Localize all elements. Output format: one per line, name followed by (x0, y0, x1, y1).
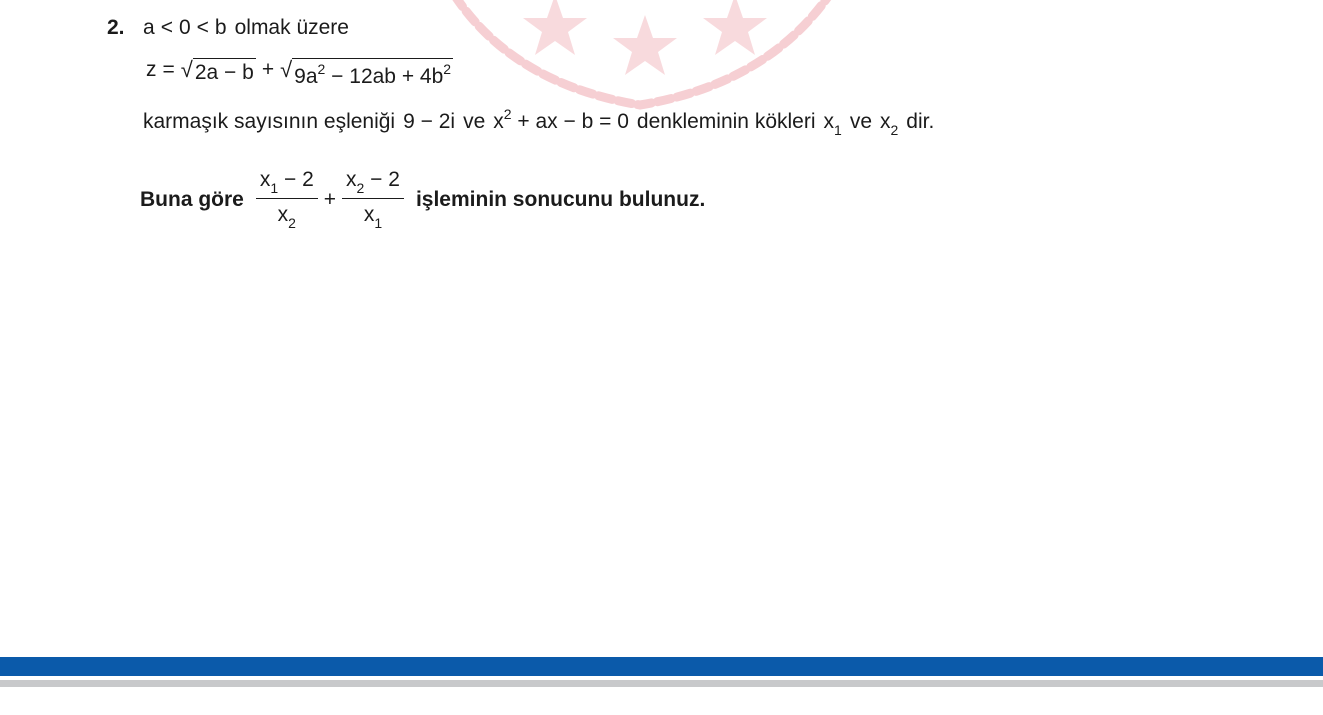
conjugate-value: 9 − 2i (403, 110, 456, 133)
less-than-sign: < (160, 16, 173, 39)
sqrt-second-argument: $9a^2 - 12ab + 4b^2$ (292, 58, 453, 89)
fraction-first-denominator: $x_2$ (277, 203, 296, 231)
var-a: a (143, 16, 155, 39)
sqrt-first (181, 58, 256, 85)
root-x2: $x_2$ (880, 110, 899, 138)
plus-sign: + (261, 58, 275, 81)
condition-suffix: olmak üzere (234, 16, 349, 39)
less-than-sign: < (196, 16, 209, 39)
z-definition-line (146, 58, 453, 89)
statement-middle: denkleminin kökleri (636, 110, 816, 133)
zero: 0 (178, 16, 191, 39)
sqrt-second (280, 58, 453, 89)
plus-sign: + (323, 187, 337, 211)
statement-prefix: karmaşık sayısının eşleniği (143, 110, 396, 133)
root-x1: $x_1$ (823, 110, 842, 138)
footer-secondary-bar (0, 680, 1323, 687)
statement-line (143, 106, 934, 138)
equals-sign: = (162, 58, 175, 81)
task-prefix: Buna göre (140, 187, 244, 211)
question-number: 2. (107, 16, 125, 39)
quadratic-equation: $x^2$ + ax − b = 0 (493, 106, 629, 133)
conjunction-ve: ve (463, 110, 486, 133)
task-line (140, 168, 705, 231)
footer-accent-bar (0, 657, 1323, 676)
radical-icon: √ (280, 57, 293, 82)
var-b: b (214, 16, 227, 39)
var-z: z (146, 58, 157, 81)
statement-suffix: dir. (906, 110, 935, 133)
task-suffix: işleminin sonucunu bulunuz. (415, 187, 706, 211)
fraction-second-denominator: $x_1$ (363, 203, 383, 231)
watermark-emblem-icon (380, 0, 900, 120)
radical-icon: √ (180, 57, 193, 82)
fraction-first-numerator: $x_1 - 2$ (256, 168, 318, 199)
sqrt-first-argument: 2a − b (193, 58, 256, 85)
fraction-first (256, 168, 318, 231)
fraction-second-numerator: $x_2 - 2$ (342, 168, 404, 199)
condition-line (143, 16, 349, 40)
fraction-second (342, 168, 404, 231)
conjunction-ve: ve (849, 110, 872, 133)
